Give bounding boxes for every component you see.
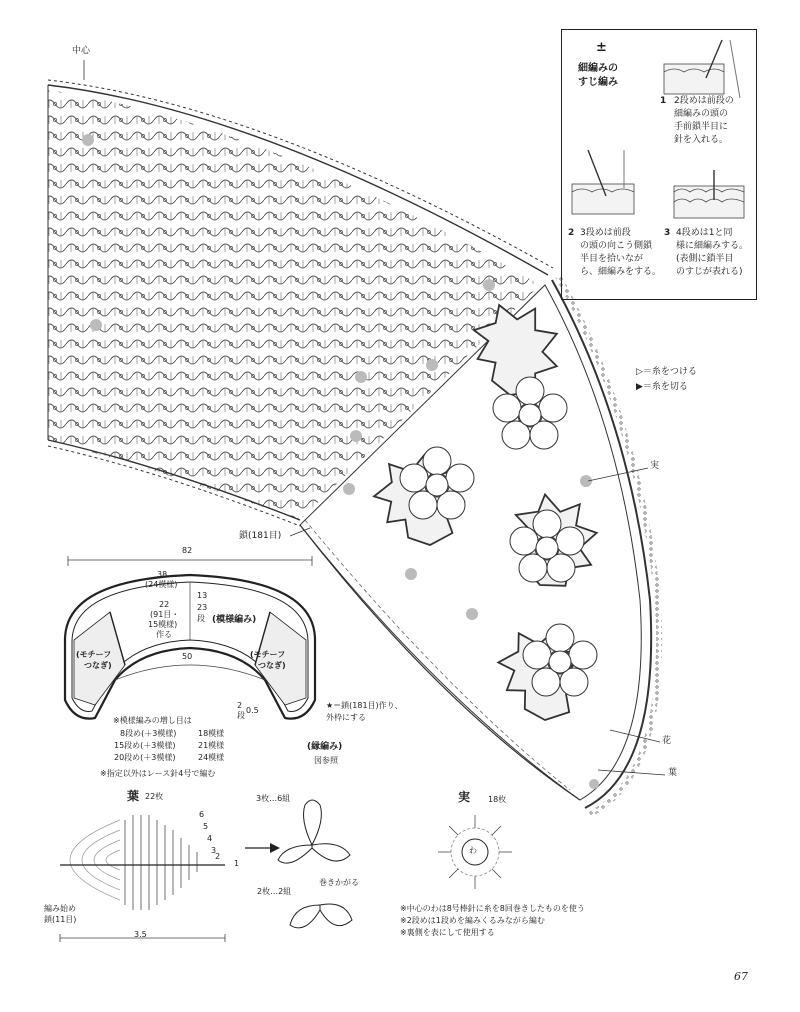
leaf-group3: 3枚…6組 [256,794,291,803]
step1-number: 1 [660,96,667,106]
leaf-label: 葉 [668,768,678,778]
motif-right-2: つなぎ) [258,661,286,670]
step3-text: のすじが表れる) [676,267,743,277]
step3-illustration [670,170,750,222]
inner-91: (91目・ [150,610,180,619]
motif-left-1: (モチーフ [76,650,112,659]
hook-note: ※指定以外はレース針4号で編む [100,769,216,778]
stitch-symbol: ± [596,40,607,55]
step3-text: (表側に鎖半目 [676,254,734,264]
flower-motif [400,447,474,519]
step1-text: 針を入れる。 [674,135,729,145]
dan: 段 [197,614,205,623]
stitch-title-1: 細編みの [578,63,618,74]
width-82: 82 [182,546,193,555]
page-number: 67 [734,970,748,983]
step3-text: 様に細編みする。 [676,241,749,251]
inc-row: 20段め(＋3模様) [114,753,176,762]
leaf-row-3: 3 [211,846,217,855]
leaf-row-2: 2 [215,852,221,861]
fruit-note: ※2段めは1段めを編みくるみながら編む [400,916,545,925]
leaf-row-6: 6 [199,810,205,819]
inc-total: 24模様 [198,753,225,762]
inner-50: 50 [182,652,193,661]
leaf-group2: 2枚…2組 [257,887,292,896]
star-note-2: 外枠にする [326,713,366,722]
step2-illustration [568,148,648,220]
step2-text: の頭の向こう側鎖 [580,241,653,251]
fruit-label: 実 [650,461,660,471]
fruit-ring: わ [469,846,477,855]
stitch-instruction-box [561,29,757,300]
flower-motif [523,624,597,696]
leaf-start-2: 鎖(11目) [44,915,77,924]
chain-label: 鎖(181目) [239,531,282,541]
star-note-1: ★＝鎖(181目)作り、 [326,701,403,710]
leaf-count: 22枚 [145,792,164,801]
leaf-width: 3.5 [134,930,147,939]
step3-number: 3 [664,228,671,238]
schematic-diagram [65,556,315,719]
edge-ref: 図参照 [314,756,338,765]
inc-row: 15段め(＋3模様) [114,741,176,750]
step2-text: 3段めは前段 [580,228,631,238]
leaf-row-5: 5 [203,822,209,831]
pattern-label: (模様編み) [212,615,257,625]
fruit-title: 実 [458,790,471,804]
motif-left-2: つなぎ) [84,661,112,670]
edge-dan: 段 [237,711,245,720]
step2-text: ら、細編みをする。 [580,267,662,277]
edge-label: (縁編み) [307,742,343,752]
fruit-note: ※中心のわは8号棒針に糸を8回巻きしたものを使う [400,904,585,913]
inner-22: 22 [159,600,170,609]
leaf-title: 葉 [127,789,140,803]
inc-total: 21模様 [198,741,225,750]
leaf-start-1: 編み始め [44,904,76,913]
h13: 13 [197,591,208,600]
lace-pattern-area [48,80,553,526]
leaf-row-4: 4 [207,834,213,843]
outer-38: 38 [157,570,168,579]
step1-text: 細編みの頭の [674,109,729,119]
edge-05: 0.5 [246,706,259,715]
leaf-curl: 巻きかがる [319,878,359,887]
fruit-note: ※裏側を表にして使用する [400,928,495,937]
inner-15: 15模様) [148,620,178,629]
step3-text: 4段めは1と同 [676,228,733,238]
tsukuru: 作る [156,630,172,639]
step1-illustration [660,38,746,100]
step2-number: 2 [568,228,575,238]
legend-attach: ▷＝糸をつける [636,367,697,377]
leaf-row-1: 1 [234,859,240,868]
center-label: 中心 [72,46,91,56]
inc-title: ※模様編みの増し目は [113,716,192,725]
outer-24: (24模様) [145,580,178,589]
step2-text: 半目を拾いなが [580,254,644,264]
inc-row: 8段め(＋3模様) [120,729,177,738]
step1-text: 手前鎖半目に [674,122,729,132]
h23: 23 [197,603,208,612]
inc-total: 18模様 [198,729,225,738]
step1-text: 2段めは前段の [674,96,734,106]
fruit-count: 18枚 [488,795,507,804]
motif-right-1: (モチーフ [250,650,286,659]
legend-cut: ▶＝糸を切る [636,382,688,392]
stitch-title-2: すじ編み [578,77,618,88]
flower-label: 花 [662,736,672,746]
edge-2: 2 [237,701,243,710]
